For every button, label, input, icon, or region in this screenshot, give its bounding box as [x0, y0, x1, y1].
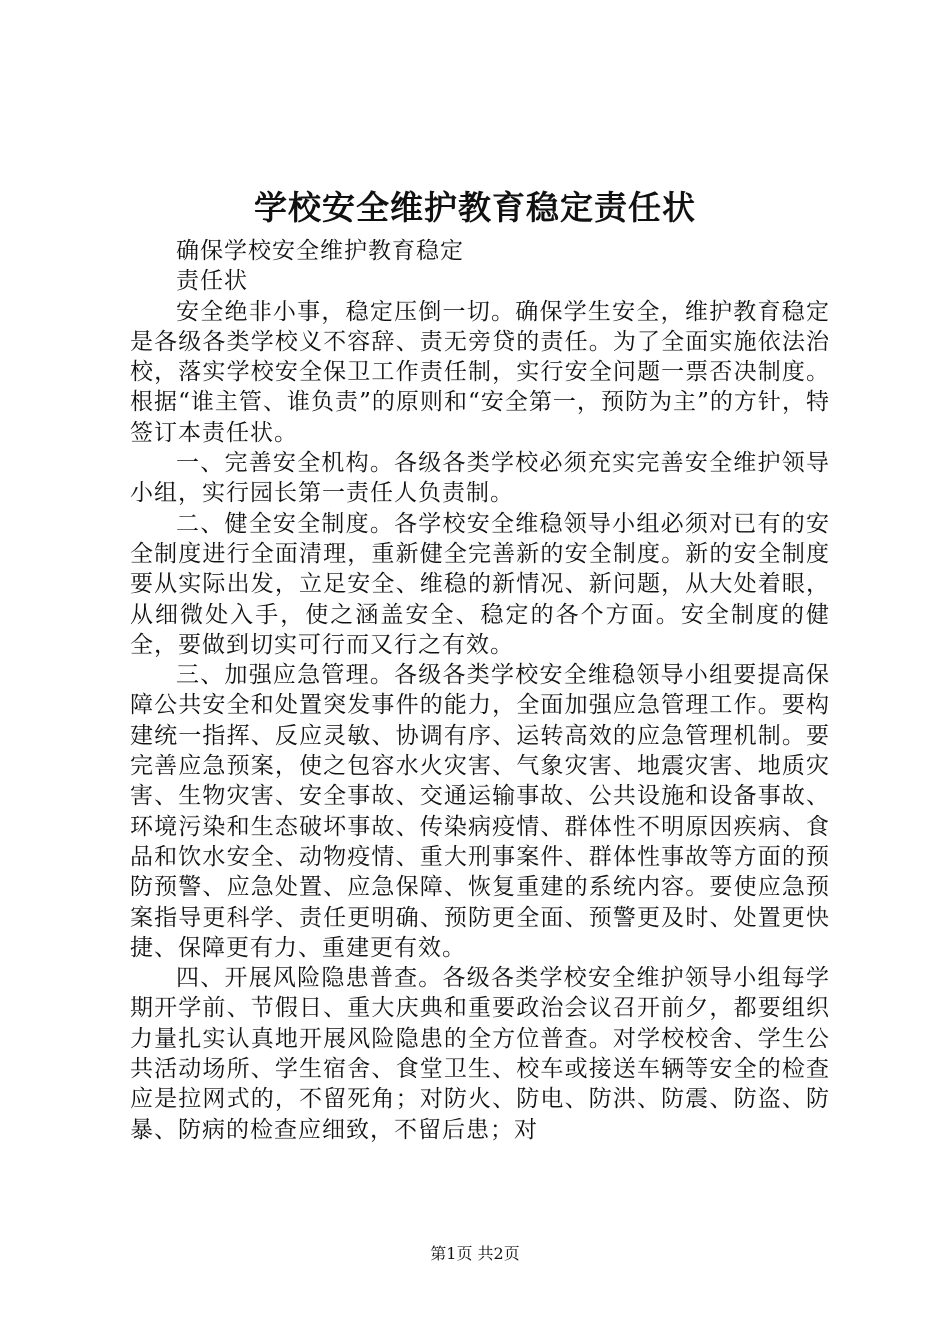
- document-title: 学校安全维护教育稳定责任状: [254, 188, 696, 227]
- subtitle-line-2: 责任状: [176, 268, 248, 295]
- paragraph-section-1: 一、完善安全机构。各级各类学校必须充实完善安全维护领导小组，实行园长第一责任人负责制。: [130, 450, 830, 507]
- paragraph-section-4: 四、开展风险隐患普查。各级各类学校安全维护领导小组每学期开学前、节假日、重大庆典和重要政治会议召开前夕，都要组织力量扎实认真地开展风险隐患的全方位普查。对学校校舍、学生公共活动场所、学生宿舍、食堂卫生、校车或接送车辆等安全的检查应是拉网式的，不留死角；对防火、防电、防洪、防震、防盗、防暴、防病的检查应细致，不留后患；对: [130, 965, 830, 1143]
- subtitle-line-1: 确保学校安全维护教育稳定: [176, 238, 464, 264]
- paragraph-section-3: 三、加强应急管理。各级各类学校安全维稳领导小组要提高保障公共安全和处置突发事件的能力，全面加强应急管理工作。要构建统一指挥、反应灵敏、协调有序、运转高效的应急管理机制。要完善应急预案，使之包容水火灾害、气象灾害、地震灾害、地质灾害、生物灾害、安全事故、交通运输事故、公共设施和设备事故、环境污染和生态破坏事故、传染病疫情、群体性不明原因疾病、食品和饮水安全、动物疫情、重大刑事案件、群体性事故等方面的预防预警、应急处置、应急保障、恢复重建的系统内容。要使应急预案指导更科学、责任更明确、预防更全面、预警更及时、处置更快捷、保障更有力、重建更有效。: [130, 662, 830, 961]
- paragraph-section-2: 二、健全安全制度。各学校安全维稳领导小组必须对已有的安全制度进行全面清理，重新健全完善新的安全制度。新的安全制度要从实际出发，立足安全、维稳的新情况、新问题，从大处着眼，从细微处入手，使之涵盖安全、稳定的各个方面。安全制度的健全，要做到切实可行而又行之有效。: [130, 510, 830, 658]
- document-body: [130, 236, 830, 1145]
- paragraph-intro: 安全绝非小事，稳定压倒一切。确保学生安全，维护教育稳定是各级各类学校义不容辞、责无旁贷的责任。为了全面实施依法治校，落实学校安全保卫工作责任制，实行安全问题一票否决制度。根据“谁主管、谁负责”的原则和“安全第一，预防为主”的方针，特签订本责任状。: [130, 298, 830, 446]
- page-footer: 第1页 共2页: [430, 1244, 520, 1263]
